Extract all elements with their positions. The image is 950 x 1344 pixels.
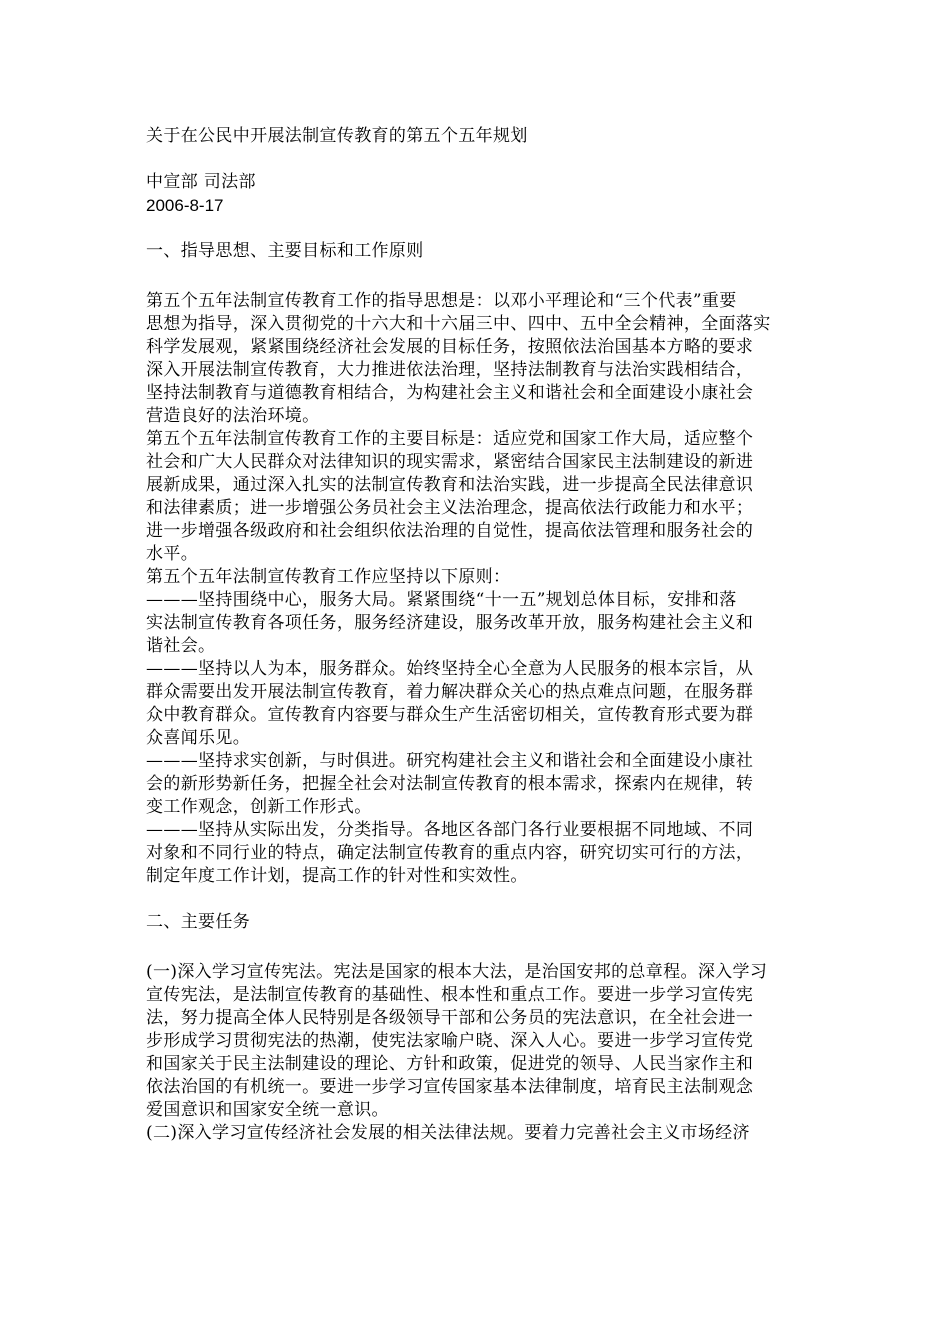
paragraph-line: 和国家关于民主法制建设的理论、方针和政策，促进党的领导、人民当家作主和	[146, 1054, 754, 1074]
paragraph-line: 对象和不同行业的特点，确定法制宣传教育的重点内容，研究切实可行的方法，	[146, 843, 754, 863]
paragraph-line: 制定年度工作计划，提高工作的针对性和实效性。	[146, 866, 528, 886]
spacer	[146, 888, 816, 911]
paragraph-line: 营造良好的法治环境。	[146, 406, 320, 426]
paragraph-line: 会的新形势新任务，把握全社会对法制宣传教育的根本需求，探索内在规律，转	[146, 774, 754, 794]
section-heading-2: 二、主要任务	[146, 912, 251, 932]
paragraph-line: (一)深入学习宣传宪法。宪法是国家的根本大法，是治国安邦的总章程。深入学习	[146, 962, 768, 982]
section-heading-1: 一、指导思想、主要目标和工作原则	[146, 241, 424, 261]
paragraph-line: ———坚持求实创新，与时俱进。研究构建社会主义和谐社会和全面建设小康社	[146, 751, 754, 771]
document-body	[146, 125, 816, 1145]
paragraph-line: 依法治国的有机统一。要进一步学习宣传国家基本法律制度，培育民主法制观念	[146, 1077, 754, 1097]
paragraph-line: (二)深入学习宣传经济社会发展的相关法律法规。要着力完善社会主义市场经济	[146, 1123, 750, 1143]
spacer	[146, 148, 816, 171]
paragraph-line: 展新成果，通过深入扎实的法制宣传教育和法治实践，进一步提高全民法律意识	[146, 475, 754, 495]
paragraph-line: 深入开展法制宣传教育，大力推进依法治理，坚持法制教育与法治实践相结合，	[146, 360, 754, 380]
paragraph-line: 社会和广大人民群众对法律知识的现实需求，紧密结合国家民主法制建设的新进	[146, 452, 754, 472]
spacer	[146, 217, 816, 240]
spacer	[146, 934, 816, 961]
paragraph-line: 实法制宣传教育各项任务，服务经济建设，服务改革开放，服务构建社会主义和	[146, 613, 754, 633]
paragraph-line: 科学发展观，紧紧围绕经济社会发展的目标任务，按照依法治国基本方略的要求	[146, 337, 754, 357]
paragraph-line: 坚持法制教育与道德教育相结合，为构建社会主义和谐社会和全面建设小康社会	[146, 383, 754, 403]
paragraph-line: 变工作观念，创新工作形式。	[146, 797, 372, 817]
document-date: 2006-8-17	[146, 196, 224, 215]
paragraph-line: 众中教育群众。宣传教育内容要与群众生产生活密切相关，宣传教育形式要为群	[146, 705, 754, 725]
paragraph-line: 和法律素质；进一步增强公务员社会主义法治理念，提高依法行政能力和水平；	[146, 498, 754, 518]
section-2-body	[146, 961, 816, 1145]
section-1-body	[146, 290, 816, 888]
paragraph-line: 第五个五年法制宣传教育工作的主要目标是：适应党和国家工作大局，适应整个	[146, 429, 754, 449]
paragraph-line: 水平。	[146, 544, 199, 564]
paragraph-line: 第五个五年法制宣传教育工作的指导思想是：以邓小平理论和“三个代表”重要	[146, 291, 737, 311]
document-author: 中宣部 司法部	[146, 172, 256, 192]
paragraph-line: 第五个五年法制宣传教育工作应坚持以下原则：	[146, 567, 511, 587]
paragraph-line: ———坚持从实际出发，分类指导。各地区各部门各行业要根据不同地域、不同	[146, 820, 754, 840]
paragraph-line: 爱国意识和国家安全统一意识。	[146, 1100, 389, 1120]
paragraph-line: 群众需要出发开展法制宣传教育，着力解决群众关心的热点难点问题，在服务群	[146, 682, 754, 702]
spacer	[146, 263, 816, 290]
paragraph-line: 众喜闻乐见。	[146, 728, 251, 748]
paragraph-line: 法，努力提高全体人民特别是各级领导干部和公务员的宪法意识，在全社会进一	[146, 1008, 754, 1028]
document-title: 关于在公民中开展法制宣传教育的第五个五年规划	[146, 126, 528, 146]
paragraph-line: 谐社会。	[146, 636, 216, 656]
paragraph-line: ———坚持以人为本，服务群众。始终坚持全心全意为人民服务的根本宗旨，从	[146, 659, 754, 679]
paragraph-line: 思想为指导，深入贯彻党的十六大和十六届三中、四中、五中全会精神，全面落实	[146, 314, 771, 334]
paragraph-line: ———坚持围绕中心，服务大局。紧紧围绕“十一五”规划总体目标，安排和落	[146, 590, 737, 610]
paragraph-line: 进一步增强各级政府和社会组织依法治理的自觉性，提高依法管理和服务社会的	[146, 521, 754, 541]
paragraph-line: 宣传宪法，是法制宣传教育的基础性、根本性和重点工作。要进一步学习宣传宪	[146, 985, 754, 1005]
paragraph-line: 步形成学习贯彻宪法的热潮，使宪法家喻户晓、深入人心。要进一步学习宣传党	[146, 1031, 754, 1051]
